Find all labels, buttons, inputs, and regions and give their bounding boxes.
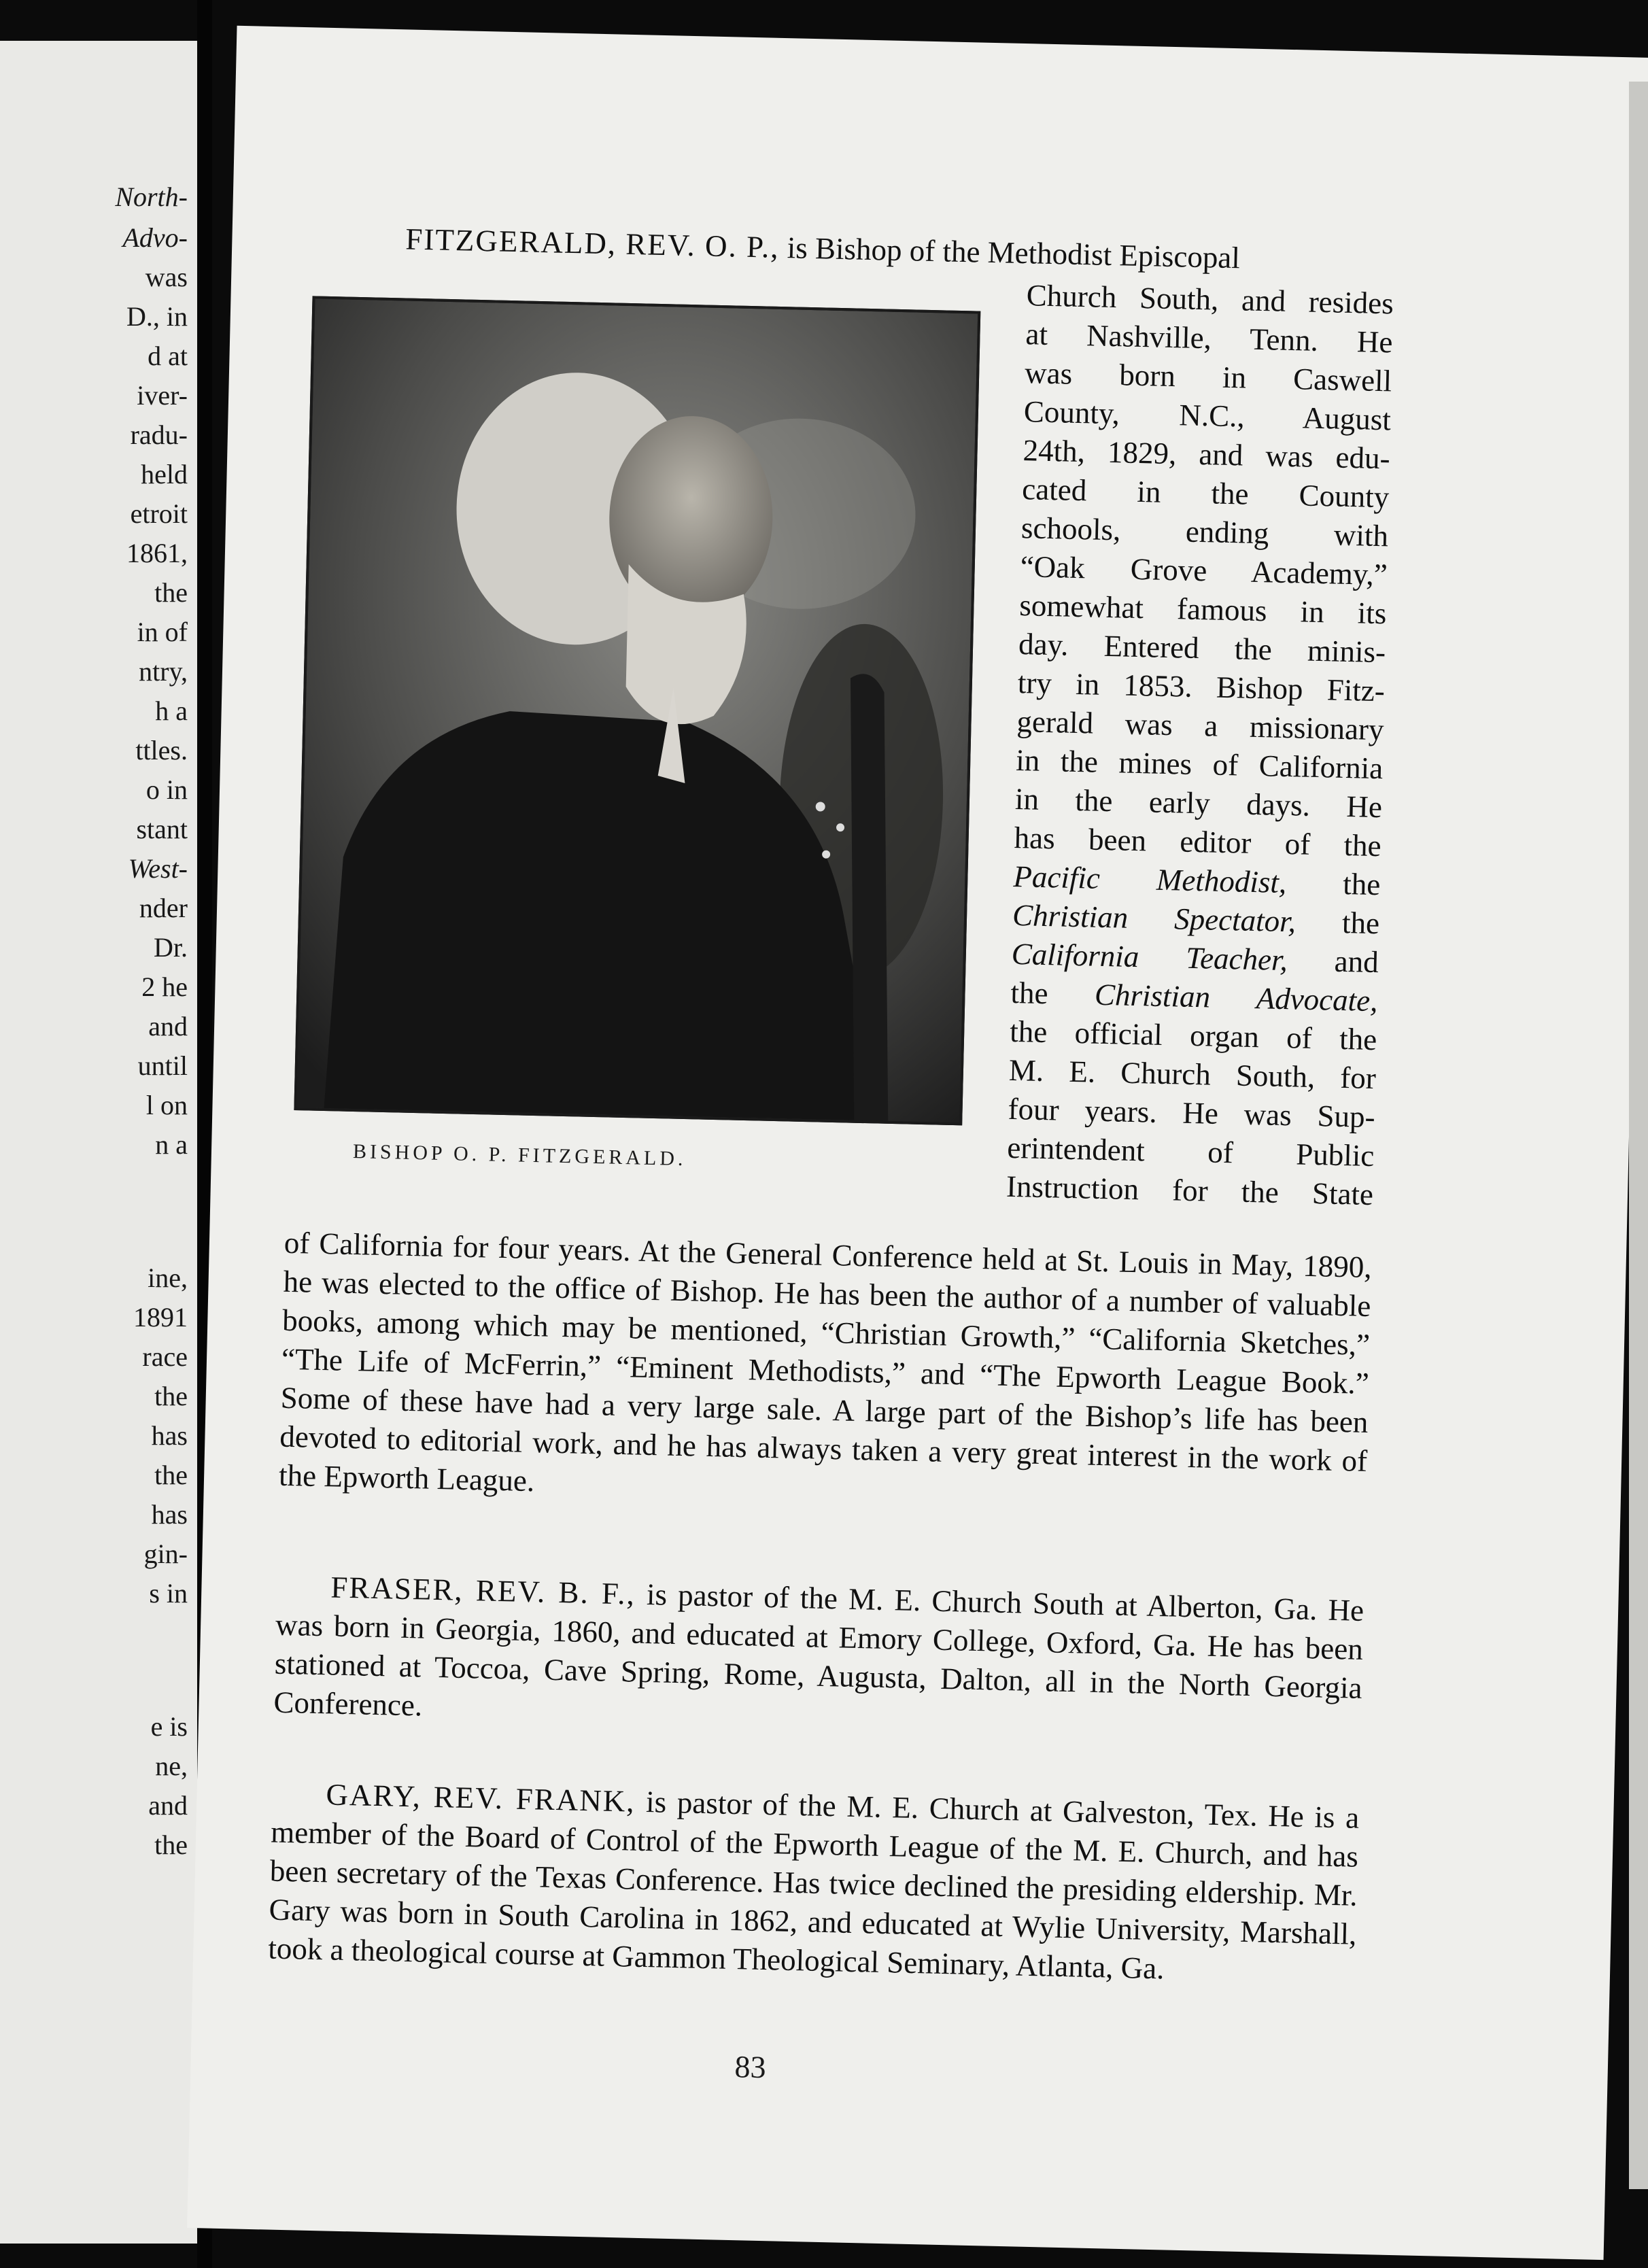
text-line: County, N.C., August [1023,394,1392,437]
facing-page-line: and [148,1790,188,1821]
fitzgerald-side-column [1006,276,1394,1214]
text-line: has been editor of the [1014,820,1382,863]
text-line: Christian Spectator, the [1012,897,1380,941]
facing-page [0,41,197,2244]
fitzgerald-heading-rest: is Bishop of the Methodist Episcopal [787,230,1241,275]
text-line: Church South, and resides [1026,278,1394,321]
fraser-entry [273,1567,1364,1747]
facing-page-line: 1861, [126,538,188,568]
facing-page-line: Advo- [122,222,188,253]
bishop-portrait [294,296,980,1125]
facing-page-line: stant [136,814,188,844]
facing-page-line: d at [148,341,188,371]
facing-page-line: race [142,1341,188,1372]
book-page [187,26,1648,2260]
facing-page-line: e is [150,1711,188,1742]
text-line: erintendent of Public [1006,1130,1375,1173]
facing-page-line: iver- [137,380,188,411]
text-line: 24th, 1829, and was edu- [1023,433,1391,476]
text-line: schools, ending with [1020,511,1389,553]
facing-page-line: West- [128,853,188,884]
portrait-caption: BISHOP O. P. FITZGERALD. [352,1140,687,1171]
facing-page-line: l on [145,1090,188,1120]
text-line: gerald was a missionary [1016,704,1385,747]
text-line: try in 1853. Bishop Fitz- [1017,666,1386,708]
facing-page-line: o in [145,774,188,805]
fitzgerald-heading-line [405,220,1616,286]
facing-page-line: held [141,459,188,489]
fraser-text: is pastor of the M. E. Church South at Alberton, Ga. He was born in Georgia, 1860, and educated at Emory College, Oxford, Ga. He has been stationed at Toccoa, Cave Spring, Rome, Augusta, Dalton, all in the North Georgia Conference. [273,1577,1364,1723]
facing-page-line: in of [137,617,188,647]
fraser-name: FRASER, REV. B. F., [330,1570,636,1611]
text-line: cated in the County [1021,472,1390,515]
facing-page-line: has [151,1499,188,1530]
text-line: M. E. Church South, for [1008,1052,1377,1096]
text-line: somewhat famous in its [1018,588,1387,631]
facing-page-line: Dr. [154,932,188,963]
facing-page-line: D., in [126,301,188,332]
facing-page-line: s in [149,1578,188,1609]
text-line: day. Entered the minis- [1018,627,1386,670]
facing-page-line: has [151,1420,188,1451]
facing-page-line: gin- [143,1539,188,1569]
text-line: “Oak Grove Academy,” [1020,549,1388,592]
text-line: Pacific Methodist, the [1012,859,1381,902]
page-number: 83 [734,2049,767,2085]
text-line: the Christian Advocate, [1010,975,1379,1018]
facing-page-line: the [154,577,188,608]
gary-text: is pastor of the M. E. Church at Galveston, Tex. He is a member of the Board of Control of the Epworth League of the M. E. Church, and has been secretary of the Texas Conference. Has twice declined the presiding eldership. Mr. Gary was born in South Carolina in 1862, and educated at Wylie University, Marshall, took a theological course at Gammon Theological Seminary, Atlanta, Ga. [267,1785,1360,1986]
fitzgerald-continuation: of California for four years. At the General Conference held at St. Louis in May, 1890, he was elected to the office of Bishop. He has been the author of a number of valuable books, among which may be mentioned, “Christian Growth,” “California Sketches,” “The Life of McFerrin,” “Eminent Methodists,” and “The Epworth League Book.” Some of these have had a very large sale. A large part of the Bishop’s life has been devoted to editorial work, and he has always taken a very great interest in the work of the Epworth League. [278,1225,1373,1498]
facing-page-line: h a [155,695,188,726]
facing-page-line: ine, [148,1262,188,1293]
text-line: at Nashville, Tenn. He [1025,317,1393,360]
facing-page-line: North- [115,182,188,212]
facing-page-line: ntry, [139,656,188,687]
text-line: was born in Caswell [1024,356,1392,398]
text-line: in the early days. He [1014,781,1383,825]
text-line: four years. He was Sup- [1008,1091,1376,1135]
fitzgerald-name: FITZGERALD, REV. O. P., [405,222,780,264]
facing-page-line: the [154,1381,188,1411]
facing-page-line: 2 he [141,972,188,1002]
facing-page-line: until [137,1050,188,1081]
facing-page-line: the [154,1829,188,1860]
facing-page-line: ne, [155,1751,188,1781]
gary-entry [268,1774,1360,1993]
text-line: California Teacher, and [1011,936,1379,980]
facing-page-line: n a [155,1129,188,1160]
facing-page-line: nder [139,893,188,923]
facing-page-line: etroit [130,498,188,529]
text-line: the official organ of the [1009,1014,1377,1057]
gary-name: GARY, REV. FRANK, [325,1777,636,1819]
text-line: Instruction for the State [1006,1169,1374,1212]
facing-page-line: radu- [130,419,188,450]
facing-page-line: ttles. [135,735,188,766]
facing-page-line: and [148,1011,188,1042]
portrait-image [296,298,978,1122]
page-edge [1629,82,1648,2189]
facing-page-line: the [154,1460,188,1490]
facing-page-line: 1891 [133,1302,188,1333]
text-line: in the mines of California [1015,743,1384,786]
facing-page-line: was [145,262,188,292]
